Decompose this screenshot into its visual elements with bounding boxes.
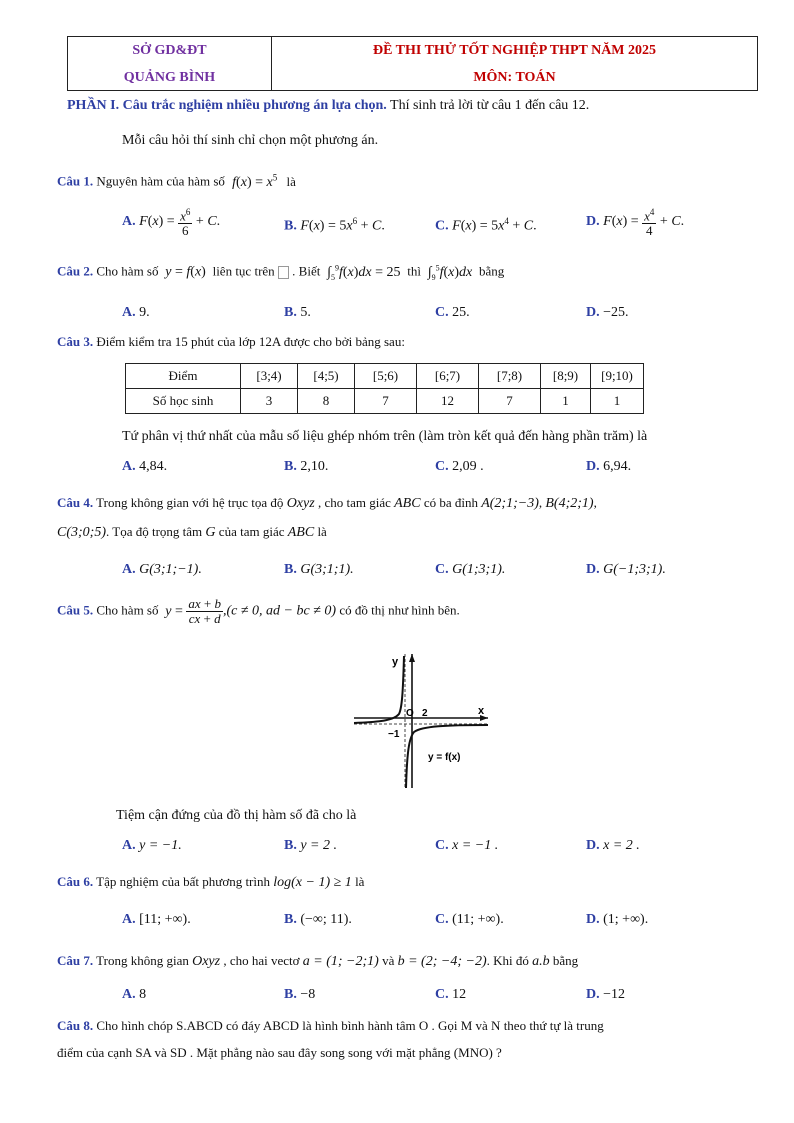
q4-oxyz: Oxyz — [286, 496, 315, 511]
option-letter: A. — [122, 459, 136, 474]
q1-tail: là — [286, 173, 296, 189]
option-text: −12 — [603, 987, 626, 1002]
q4-label: Câu 4. — [57, 495, 94, 510]
q2-option-b[interactable] — [284, 305, 311, 321]
q7-oxyz: Oxyz — [192, 954, 221, 969]
score-table — [125, 363, 644, 414]
option-text: y = 2 . — [300, 838, 338, 853]
real-set-icon — [278, 266, 289, 279]
exam-title: ĐỀ THI THỬ TỐT NGHIỆP THPT NĂM 2025 — [372, 43, 657, 58]
q7-text5: bằng — [552, 953, 579, 968]
q7-text2: , cho hai vectơ — [223, 953, 300, 968]
option-letter: D. — [586, 459, 600, 474]
table-cell: 8 — [298, 389, 355, 414]
option-text: G(1;3;1). — [452, 562, 506, 577]
option-text: y = −1. — [139, 838, 182, 853]
option-letter: C. — [435, 562, 449, 577]
q2-text5: bằng — [479, 263, 505, 279]
graph-origin-label: O — [406, 708, 414, 719]
q6-text: Tập nghiệm của bất phương trình — [96, 874, 270, 889]
option-text: 12 — [452, 987, 467, 1002]
header-left-cell — [68, 37, 272, 90]
q7-text4: . Khi đó — [486, 953, 529, 968]
q5-option-c[interactable] — [435, 838, 498, 854]
q7-option-c[interactable] — [435, 987, 466, 1003]
option-text: 5. — [300, 305, 311, 320]
q3-label: Câu 3. — [57, 334, 94, 349]
option-letter: B. — [284, 459, 297, 474]
q7-text3: và — [382, 953, 395, 968]
option-text: x = 2 . — [603, 838, 640, 853]
option-text: 2,09 . — [452, 459, 484, 474]
q2-function: y = f(x) — [165, 264, 210, 280]
table-cell: 3 — [241, 389, 298, 414]
q2-option-c[interactable] — [435, 305, 470, 321]
option-letter: B. — [284, 562, 297, 577]
option-letter: C. — [435, 987, 449, 1002]
option-text: 4,84. — [139, 459, 168, 474]
q3-question: Tứ phân vị thứ nhất của mẫu số liệu ghép nhóm trên (làm tròn kết quả đến hàng phần trăm) là — [122, 429, 648, 444]
part1-title: PHẦN I. Câu trắc nghiệm nhiều phương án lựa chọn. — [67, 98, 387, 113]
q6-tail: là — [355, 874, 365, 889]
graph-tick-minus1: −1 — [388, 729, 400, 740]
option-text: 25. — [452, 305, 470, 320]
subject-title: MÔN: TOÁN — [473, 70, 556, 85]
q2-text: Cho hàm số — [96, 263, 159, 279]
q6-option-d[interactable] — [586, 912, 648, 928]
q4-text2: , cho tam giác — [317, 495, 391, 510]
option-letter: D. — [586, 838, 600, 853]
part1-heading — [67, 98, 589, 114]
q1-option-a[interactable]: A. F(x) = $\frac{x^6}{6}$ + C. — [122, 207, 221, 239]
table-row — [126, 389, 644, 414]
q4-option-d[interactable] — [586, 562, 666, 578]
q2-option-a[interactable] — [122, 305, 150, 321]
q5-option-a[interactable] — [122, 838, 182, 854]
q6-option-b[interactable] — [284, 912, 352, 928]
q4-g: G — [205, 525, 216, 540]
option-text: (−∞; 11). — [300, 912, 352, 927]
table-head-score: Điểm — [126, 364, 241, 389]
q7-option-d[interactable] — [586, 987, 625, 1003]
q4-text4: . Tọa độ trọng tâm — [106, 524, 203, 539]
q1-option-b[interactable]: B. $F(x) = 5x^6 + C$. — [284, 216, 385, 234]
q4-option-a[interactable] — [122, 562, 202, 578]
q1-text: Nguyên hàm của hàm số — [96, 173, 225, 189]
q7-label: Câu 7. — [57, 953, 94, 968]
q1-option-d[interactable]: D. F(x) = $\frac{x^4}{4}$ + C. — [586, 207, 685, 239]
q5-text: Cho hàm số — [96, 602, 159, 618]
q6-option-a[interactable] — [122, 912, 191, 928]
q5-function: y = $\frac{ax + b}{cx + d}$ — [165, 596, 221, 626]
option-letter: D. — [586, 213, 600, 229]
question-1 — [57, 172, 296, 191]
option-letter: A. — [122, 912, 136, 927]
option-letter: C. — [435, 459, 449, 474]
option-letter: D. — [586, 562, 600, 577]
option-text: 2,10. — [300, 459, 329, 474]
table-cell: [3;4) — [241, 364, 298, 389]
question-2 — [57, 263, 504, 281]
province-name: QUẢNG BÌNH — [123, 70, 216, 85]
q7-vector-a: a = (1; −2;1) — [302, 954, 379, 969]
option-text: G(3;1;1). — [300, 562, 354, 577]
q4-text: Trong không gian với hệ trục tọa độ — [96, 495, 284, 510]
option-letter: B. — [284, 987, 297, 1002]
graph-y-arrow-icon — [409, 654, 415, 662]
q2-option-d[interactable] — [586, 305, 629, 321]
option-letter: A. — [122, 305, 136, 320]
option-text: x = −1 . — [452, 838, 499, 853]
graph-tick-2: 2 — [422, 708, 428, 719]
part1-intro2: Mỗi câu hỏi thí sinh chỉ chọn một phương án. — [122, 133, 379, 148]
option-letter: C. — [435, 912, 449, 927]
q3-option-d[interactable] — [586, 459, 631, 475]
q7-vector-b: b = (2; −4; −2) — [397, 954, 487, 969]
question-8 — [57, 1018, 604, 1034]
option-text: 8 — [139, 987, 147, 1002]
q3-option-a[interactable] — [122, 459, 167, 475]
option-text: G(3;1;−1). — [139, 562, 202, 577]
q1-function: $f(x) = x^5$ — [232, 172, 278, 190]
option-letter: A. — [122, 838, 136, 853]
part1-intro: Thí sinh trả lời từ câu 1 đến câu 12. — [386, 98, 590, 113]
table-cell: [7;8) — [479, 364, 541, 389]
q2-text2: liên tục trên — [212, 263, 275, 279]
q4-abc: ABC — [394, 496, 421, 511]
option-letter: D. — [586, 305, 600, 320]
q5-graph — [352, 652, 492, 792]
q8-line2: điểm của cạnh SA và SD . Mặt phẳng nào sau đây song song với mặt phẳng (MNO) ? — [57, 1045, 502, 1060]
q2-text3: . Biết — [292, 263, 321, 279]
q4-text3: có ba đỉnh — [423, 495, 478, 510]
q3-option-c[interactable] — [435, 459, 484, 475]
option-text: 9. — [139, 305, 150, 320]
option-text: (1; +∞). — [603, 912, 649, 927]
q3-text: Điểm kiểm tra 15 phút của lớp 12A được cho bởi bảng sau: — [96, 334, 405, 349]
option-text: −8 — [300, 987, 316, 1002]
option-letter: C. — [435, 305, 449, 320]
table-cell: 7 — [479, 389, 541, 414]
option-letter: D. — [586, 912, 600, 927]
question-4-line2 — [57, 524, 327, 541]
q4-point-b: B(4;2;1) — [545, 496, 594, 511]
q7-option-a[interactable] — [122, 987, 146, 1003]
option-letter: D. — [586, 987, 600, 1002]
table-head-count: Số học sinh — [126, 389, 241, 414]
q5-tail: có đồ thị như hình bên. — [339, 602, 460, 618]
q4-point-c: C(3;0;5) — [57, 525, 106, 540]
q6-label: Câu 6. — [57, 874, 94, 889]
question-7 — [57, 953, 578, 970]
q5-option-b[interactable] — [284, 838, 337, 854]
table-cell: 1 — [541, 389, 591, 414]
q2-integral2: $\int_9^5f(x)dx$ — [424, 263, 473, 282]
q2-text4: thì — [407, 263, 421, 279]
q3-option-b[interactable] — [284, 459, 328, 475]
table-cell: [4;5) — [298, 364, 355, 389]
option-letter: B. — [284, 838, 297, 853]
table-cell: 1 — [591, 389, 644, 414]
option-letter: C. — [435, 838, 449, 853]
q4-point-a: A(2;1;−3) — [481, 496, 539, 511]
q7-option-b[interactable] — [284, 987, 315, 1003]
question-3 — [57, 334, 405, 350]
q4-text5: của tam giác — [218, 524, 285, 539]
question-4: Câu 4. Trong không gian với hệ trục tọa độ Oxyz , cho tam giác ABC có ba đỉnh A(2;1;−3), B(4;2;1), — [57, 495, 597, 511]
table-cell: [9;10) — [591, 364, 644, 389]
option-text: 6,94. — [603, 459, 632, 474]
table-cell: 12 — [417, 389, 479, 414]
table-cell: [6;7) — [417, 364, 479, 389]
option-letter: B. — [284, 305, 297, 320]
table-cell: [8;9) — [541, 364, 591, 389]
question-5 — [57, 597, 460, 626]
table-cell: 7 — [355, 389, 417, 414]
option-text: [11; +∞). — [139, 912, 191, 927]
q4-abc2: ABC — [287, 525, 315, 540]
table-cell: [5;6) — [355, 364, 417, 389]
option-letter: A. — [122, 562, 136, 577]
q2-label: Câu 2. — [57, 263, 94, 279]
q8-label: Câu 8. — [57, 1018, 94, 1033]
q7-dot-product: a.b — [532, 954, 550, 969]
question-6 — [57, 874, 364, 891]
graph-function-label: y = f(x) — [428, 752, 461, 763]
option-letter: B. — [284, 912, 297, 927]
q6-option-c[interactable] — [435, 912, 504, 928]
option-text: G(−1;3;1). — [603, 562, 666, 577]
q4-option-b[interactable] — [284, 562, 354, 578]
q5-question: Tiệm cận đứng của đồ thị hàm số đã cho là — [116, 808, 357, 823]
q1-label: Câu 1. — [57, 173, 94, 189]
q5-label: Câu 5. — [57, 602, 94, 618]
graph-x-label: x — [478, 705, 485, 717]
q5-condition: ,(c ≠ 0, ad − bc ≠ 0) — [223, 603, 337, 619]
header-right-cell — [272, 37, 757, 90]
option-letter: A. — [122, 213, 136, 229]
header-table — [67, 36, 758, 91]
department-name: SỞ GD&ĐT — [132, 43, 207, 58]
option-letter: C. — [435, 218, 449, 234]
q6-expression: log(x − 1) ≥ 1 — [273, 875, 352, 890]
q4-text6: là — [317, 524, 327, 539]
q8-line1: Cho hình chóp S.ABCD có đáy ABCD là hình bình hành tâm O . Gọi M và N theo thứ tự là trung — [96, 1018, 604, 1033]
option-letter: A. — [122, 987, 136, 1002]
graph-y-label: y — [392, 656, 399, 668]
q7-text: Trong không gian — [96, 953, 189, 968]
q4-option-c[interactable] — [435, 562, 505, 578]
q5-option-d[interactable] — [586, 838, 640, 854]
option-text: (11; +∞). — [452, 912, 504, 927]
option-letter: B. — [284, 218, 297, 234]
q2-integral1: $\int_5^9f(x)dx = 25$ — [323, 263, 405, 282]
q1-option-c[interactable]: C. $F(x) = 5x^4 + C$. — [435, 216, 537, 234]
option-text: −25. — [603, 305, 629, 320]
table-row — [126, 364, 644, 389]
